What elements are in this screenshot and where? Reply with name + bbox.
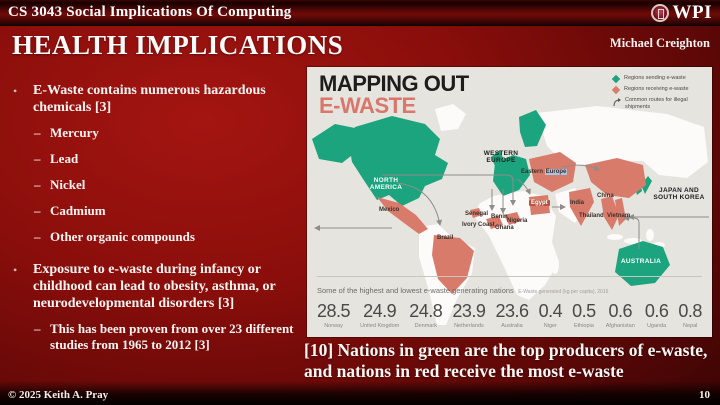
stat-country: Niger bbox=[543, 323, 557, 329]
stat-item bbox=[360, 301, 399, 329]
stat-item bbox=[452, 301, 485, 329]
stat-country: Afghanistan bbox=[605, 323, 635, 329]
legend-label: Regions receiving e-waste bbox=[624, 86, 689, 92]
stat-country: Ethiopia bbox=[573, 323, 594, 329]
bullet-item bbox=[10, 82, 300, 116]
map-label-india: India bbox=[570, 200, 585, 206]
sub-bullet-text: Lead bbox=[50, 151, 79, 167]
map-label-japan-south-korea: JAPAN AND SOUTH KOREA bbox=[653, 187, 705, 202]
sub-bullet-text: Nickel bbox=[50, 177, 86, 193]
sub-bullet-item bbox=[34, 177, 300, 193]
dash-icon: – bbox=[34, 177, 41, 193]
bullet-text: Exposure to e-waste during infancy or childhood can lead to obesity, asthma, or neurodevelopmental disorders [3] bbox=[33, 262, 276, 312]
wpi-logo-text: WPI bbox=[672, 1, 712, 23]
stat-item bbox=[495, 301, 528, 329]
stat-country: Denmark bbox=[414, 323, 437, 329]
stat-item bbox=[409, 301, 442, 329]
green-diamond-icon bbox=[612, 75, 620, 83]
map-label-benin: Benin bbox=[491, 214, 508, 220]
stat-item bbox=[572, 301, 596, 329]
map-label-mexico: Mexico bbox=[379, 207, 400, 213]
stat-country: Nepal bbox=[682, 323, 698, 329]
page-title: HEALTH IMPLICATIONS bbox=[12, 30, 344, 60]
author-name: Michael Creighton bbox=[609, 36, 710, 50]
stat-value: 28.5 bbox=[317, 301, 351, 321]
stat-value: 24.9 bbox=[363, 301, 397, 321]
stat-value: 0.4 bbox=[538, 301, 563, 321]
map-caption: [10] Nations in green are the top producers of e-waste, and nations in red receive the most e-waste bbox=[304, 340, 708, 381]
sub-bullet-item bbox=[34, 229, 300, 245]
bullet-icon: • bbox=[13, 263, 18, 278]
stat-item bbox=[317, 301, 350, 329]
stat-country: United Kingdom bbox=[360, 323, 400, 329]
footer-bar bbox=[0, 381, 720, 405]
bullet-list bbox=[10, 82, 300, 363]
stat-value: 23.6 bbox=[495, 301, 529, 321]
stat-value: 0.6 bbox=[608, 301, 633, 321]
stat-value: 24.8 bbox=[409, 301, 443, 321]
legend-label: Regions sending e-waste bbox=[624, 75, 686, 81]
stat-country: Australia bbox=[501, 323, 523, 329]
map-label-brazil: Brazil bbox=[437, 235, 454, 241]
sub-bullet-item bbox=[34, 125, 300, 141]
sub-bullet-text: Other organic compounds bbox=[50, 229, 195, 245]
dash-icon: – bbox=[34, 321, 41, 337]
wpi-logo bbox=[651, 2, 713, 24]
copyright-text: © 2025 Keith A. Pray bbox=[8, 389, 109, 401]
map-label-vietnam: Vietnam bbox=[607, 213, 631, 219]
map-legend bbox=[612, 75, 704, 115]
title-band bbox=[0, 26, 720, 64]
stat-value: 0.6 bbox=[644, 301, 669, 321]
stats-note: E-Waste generated (kg per capita), 2016 bbox=[518, 289, 609, 295]
eastern-text: Eastern bbox=[521, 169, 544, 175]
bullet-item bbox=[10, 261, 300, 312]
stat-value: 23.9 bbox=[452, 301, 486, 321]
map-label-china: China bbox=[597, 193, 614, 199]
sub-bullet-item bbox=[34, 151, 300, 167]
course-title: CS 3043 Social Implications Of Computing bbox=[8, 4, 292, 20]
stat-item bbox=[539, 301, 563, 329]
stat-item bbox=[678, 301, 702, 329]
stat-country: Netherlands bbox=[454, 323, 484, 329]
map-label-western-europe: WESTERN EUROPE bbox=[483, 150, 519, 165]
map-label-australia: AUSTRALIA bbox=[620, 258, 662, 265]
map-title bbox=[319, 73, 469, 116]
sub-bullet-text: This has been proven from over 23 different studies from 1965 to 2012 [3] bbox=[50, 321, 294, 353]
stat-item bbox=[606, 301, 635, 329]
bullet-text: E-Waste contains numerous hazardous chemicals [3] bbox=[33, 83, 266, 116]
wpi-crest-icon bbox=[651, 4, 669, 22]
map-title-line1: MAPPING OUT bbox=[319, 71, 469, 96]
legend-row-receiving bbox=[612, 86, 704, 93]
dash-icon: – bbox=[34, 151, 41, 167]
map-label-eastern-europe bbox=[521, 169, 567, 175]
page-number: 10 bbox=[699, 389, 710, 401]
stat-country: Uganda bbox=[646, 323, 667, 329]
legend-row-sending bbox=[612, 75, 704, 82]
map-label-senegal: Senegal bbox=[465, 211, 489, 217]
stat-item bbox=[645, 301, 669, 329]
route-arrow-icon bbox=[612, 97, 622, 107]
map-label-ivory-coast: Ivory Coast bbox=[462, 222, 495, 228]
sub-bullet-text: Cadmium bbox=[50, 203, 106, 219]
stat-value: 0.8 bbox=[678, 301, 702, 321]
legend-row-routes bbox=[612, 97, 704, 111]
dash-icon: – bbox=[34, 125, 41, 141]
ewaste-map-infographic bbox=[307, 67, 712, 337]
legend-label: Common routes for illegal shipments bbox=[625, 97, 688, 110]
sub-bullet-item bbox=[34, 203, 300, 219]
red-diamond-icon bbox=[612, 86, 620, 94]
map-title-line2: E-WASTE bbox=[319, 92, 416, 118]
top-course-bar bbox=[0, 0, 720, 26]
sub-bullet-item bbox=[34, 321, 300, 353]
ewaste-stats-section bbox=[317, 276, 702, 329]
dash-icon: – bbox=[34, 203, 41, 219]
map-label-egypt: Egypt bbox=[531, 200, 548, 206]
dash-icon: – bbox=[34, 229, 41, 245]
stats-heading: Some of the highest and lowest e-waste generating nations bbox=[317, 286, 514, 295]
europe-highlighted-text: Europe bbox=[545, 169, 567, 175]
map-label-ghana: Ghana bbox=[495, 225, 514, 231]
stat-country: Norway bbox=[324, 323, 343, 329]
stat-value: 0.5 bbox=[572, 301, 596, 321]
sub-bullet-text: Mercury bbox=[50, 125, 99, 141]
bullet-icon: • bbox=[13, 84, 18, 98]
map-label-nigeria: Nigeria bbox=[507, 218, 528, 224]
map-label-north-america: NORTH AMERICA bbox=[369, 177, 403, 192]
stats-row bbox=[317, 301, 702, 329]
stats-heading-row bbox=[317, 280, 702, 298]
map-label-thailand: Thailand bbox=[579, 213, 604, 219]
